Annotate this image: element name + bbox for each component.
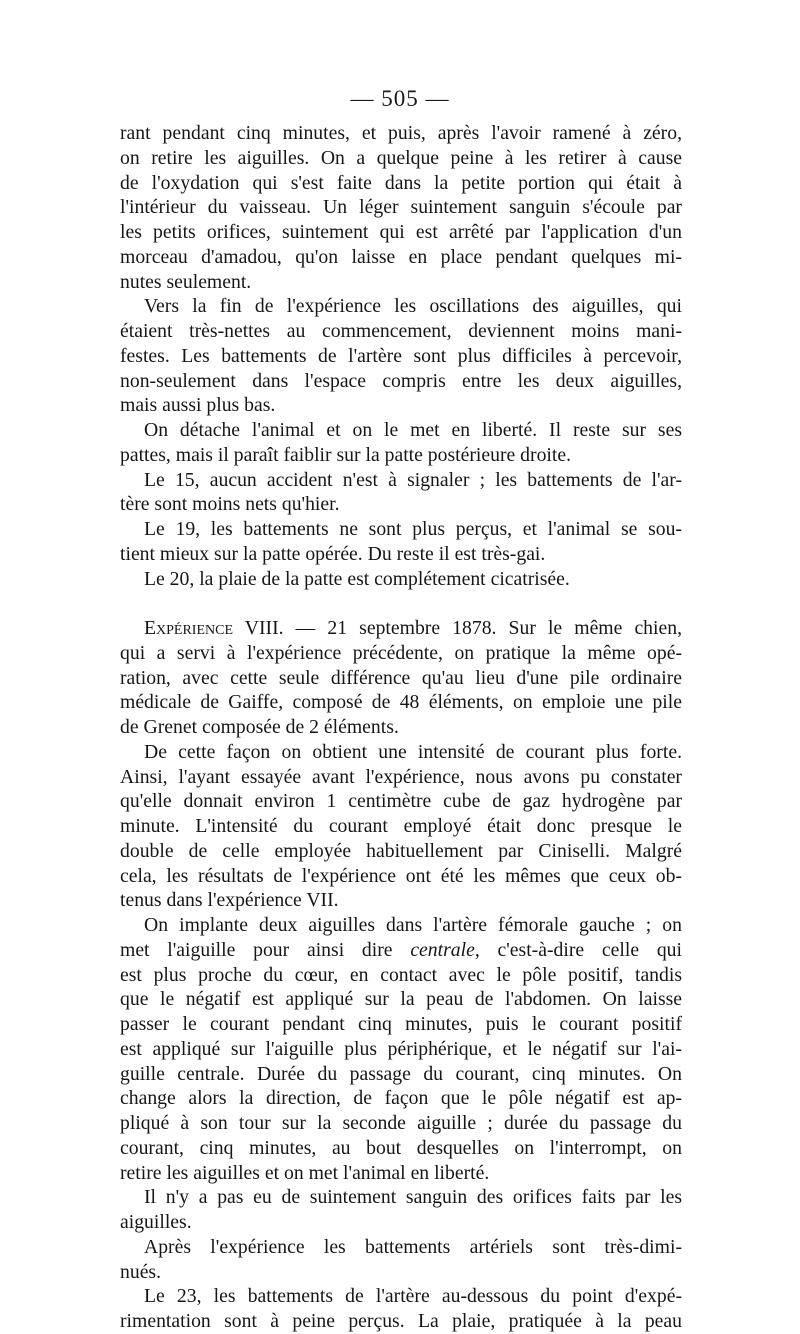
text-line: double de celle employée habituellement par Ciniselli. Malgré [120, 839, 682, 862]
text-line: les petits orifices, suintement qui est arrêté par l'application d'un [120, 221, 682, 243]
text-line: Le 19, les battements ne sont plus perçus, et l'animal se sou- [144, 518, 682, 540]
text-line: est plus proche du cœur, en contact avec le pôle positif, tandis [120, 963, 682, 986]
text-line: ration, avec cette seule différence qu'au lieu d'une pile ordinaire [120, 666, 682, 689]
text-line: passer le courant pendant cinq minutes, puis le courant positif [120, 1013, 682, 1035]
text-line: Il n'y a pas eu de suintement sanguin des orifices faits par les [144, 1186, 682, 1209]
text-line: change alors la direction, de façon que le pôle négatif est ap- [120, 1087, 682, 1110]
text-line: nutes seulement. [120, 270, 252, 293]
text-line: de l'oxydation qui s'est faite dans la petite portion qui était à [120, 171, 682, 194]
text-line: courant, cinq minutes, au bout desquelles on l'interrompt, on [120, 1136, 682, 1159]
text-line: minute. L'intensité du courant employé était donc presque le [120, 815, 682, 837]
text-line: tère sont moins nets qu'hier. [120, 493, 340, 516]
text-line: pattes, mais il paraît faiblir sur la patte postérieure droite. [120, 443, 572, 466]
text-line: médicale de Gaiffe, composé de 48 éléments, on emploie une pile [120, 691, 682, 714]
text-line: On implante deux aiguilles dans l'artère fémorale gauche ; on [144, 914, 682, 936]
text-line: on retire les aiguilles. On a quelque peine à les retirer à cause [120, 146, 682, 169]
text-line: pliqué à son tour sur la seconde aiguille ; durée du passage du [120, 1112, 682, 1134]
page-number: — 505 — [350, 86, 450, 111]
emphasis: centrale [410, 938, 475, 961]
text-line: Vers la fin de l'expérience les oscillations des aiguilles, qui [144, 295, 682, 318]
text-line: Le 20, la plaie de la patte est complétement cicatrisée. [144, 567, 570, 590]
text-line: mais aussi plus bas. [120, 394, 276, 417]
text-line: de Grenet composée de 2 éléments. [120, 716, 399, 738]
text-line: festes. Les battements de l'artère sont plus difficiles à percevoir, [120, 344, 682, 367]
text-line: cela, les résultats de l'expérience ont été les mêmes que ceux ob- [120, 864, 682, 887]
text-line: tenus dans l'expérience VII. [120, 889, 339, 912]
text-line: Le 15, aucun accident n'est à signaler ; les battements de l'ar- [144, 468, 682, 491]
text-line: met l'aiguille pour ainsi dire centrale, c'est-à-dire celle qui [120, 938, 682, 961]
text-line: tient mieux sur la patte opérée. Du reste il est très-gai. [120, 542, 546, 565]
text-line: non-seulement dans l'espace compris entre les deux aiguilles, [120, 369, 682, 392]
text-line: qu'elle donnait environ 1 centimètre cube de gaz hydrogène par [120, 790, 682, 813]
text-line: De cette façon on obtient une intensité de courant plus forte. [144, 740, 682, 763]
text-line: morceau d'amadou, qu'on laisse en place pendant quelques mi- [120, 245, 682, 268]
text-line: rant pendant cinq minutes, et puis, après l'avoir ramené à zéro, [120, 122, 682, 144]
text-line: aiguilles. [120, 1211, 192, 1233]
text-line: l'intérieur du vaisseau. Un léger suintement sanguin s'écoule par [120, 196, 682, 219]
text-line: Ainsi, l'ayant essayée avant l'expérience, nous avons pu constater [120, 765, 682, 788]
text-line: est appliqué sur l'aiguille plus périphérique, et le négatif sur l'ai- [120, 1037, 682, 1060]
text-line: Après l'expérience les battements artériels sont très-dimi- [144, 1235, 682, 1258]
text-line: Le 23, les battements de l'artère au-dessous du point d'expé- [144, 1285, 682, 1308]
text-line: rimentation sont à peine perçus. La plaie, pratiquée à la peau [120, 1310, 682, 1332]
blank-line [120, 591, 682, 616]
text-line: retire les aiguilles et on met l'animal en liberté. [120, 1161, 490, 1184]
text-line: On détache l'animal et on le met en liberté. Il reste sur ses [144, 419, 682, 441]
text-line: qui a servi à l'expérience précédente, on pratique la même opé- [120, 641, 682, 664]
text-line: que le négatif est appliqué sur la peau de l'abdomen. On laisse [120, 988, 682, 1011]
experiment-heading: Expérience [144, 617, 234, 639]
text-line: nués. [120, 1260, 162, 1283]
body-text [120, 121, 682, 1334]
text-line: Expérience VIII. — 21 septembre 1878. Sur le même chien, [144, 617, 682, 639]
text-line: étaient très-nettes au commencement, deviennent moins mani- [120, 320, 682, 342]
text-line: guille centrale. Durée du passage du courant, cinq minutes. On [120, 1062, 682, 1085]
